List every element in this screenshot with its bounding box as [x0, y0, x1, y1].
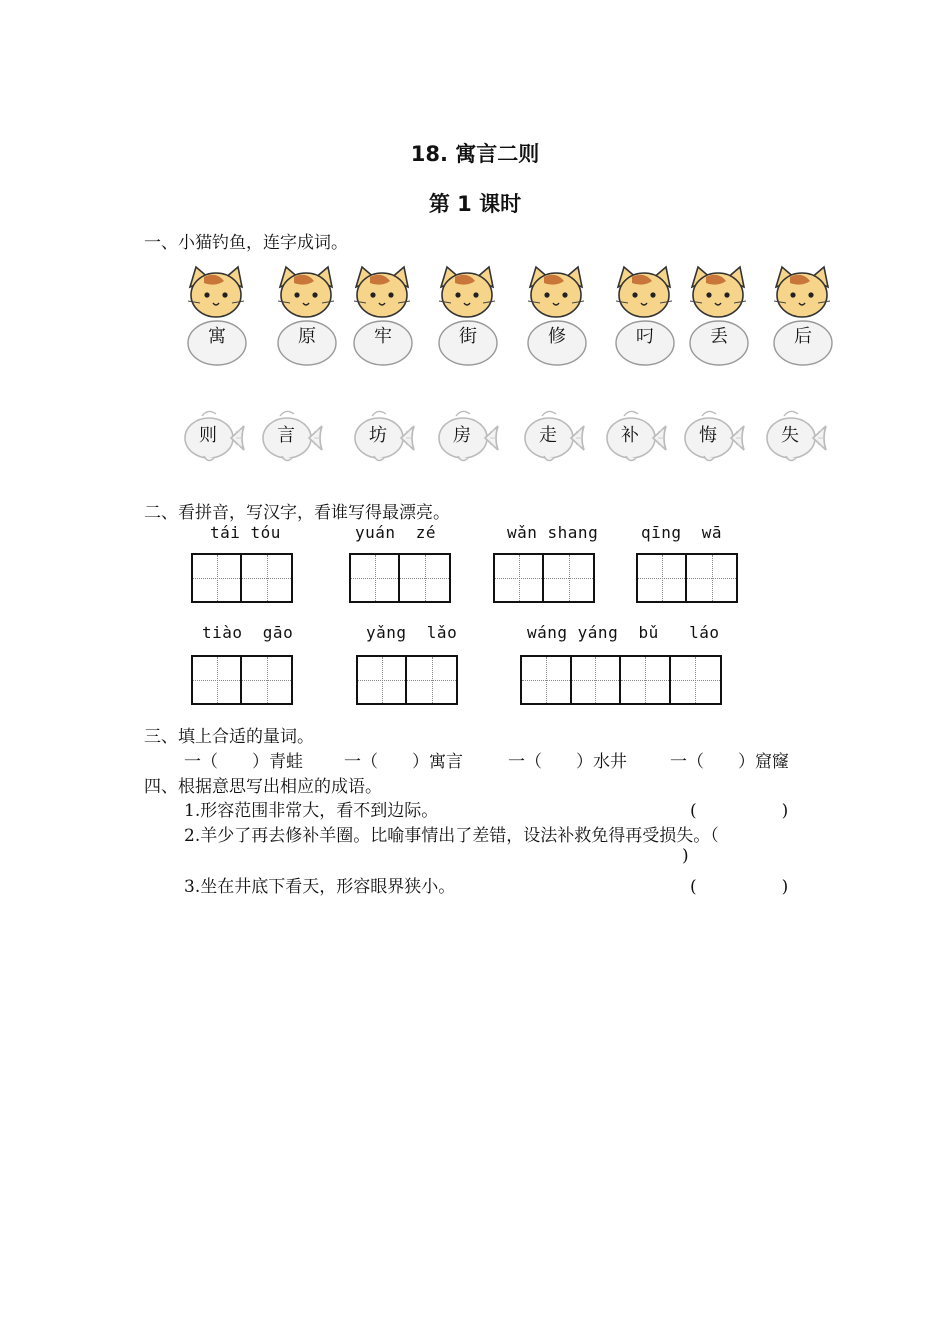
section2-heading: 二、看拼音，写汉字，看谁写得最漂亮。: [144, 503, 450, 523]
measure-word-item[interactable]: 一（ ）窟窿: [670, 752, 789, 772]
pinyin-label: wǎn shang: [507, 523, 599, 542]
writing-cell[interactable]: [671, 657, 720, 703]
cat-icon: [614, 265, 676, 370]
cat-char-label: 后: [794, 326, 812, 347]
cat-icon: [772, 265, 834, 370]
pinyin-label: wáng yáng bǔ láo: [527, 623, 720, 642]
writing-cell[interactable]: [242, 555, 291, 601]
fish-char-label: 房: [453, 425, 471, 446]
idiom-answer-blank[interactable]: ( ): [690, 877, 789, 897]
cat-icon: [352, 265, 414, 370]
cat-char-label: 叼: [636, 326, 654, 347]
cat-character[interactable]: [186, 265, 248, 370]
writing-grid[interactable]: [349, 553, 451, 603]
fish-row: [0, 406, 950, 526]
idiom-question: 1.形容范围非常大，看不到边际。: [184, 801, 439, 821]
lesson-subtitle: 第 1 课时: [428, 192, 522, 216]
cat-icon: [437, 265, 499, 370]
writing-cell[interactable]: [522, 657, 572, 703]
measure-word-item[interactable]: 一（ ）青蛙: [184, 752, 303, 772]
writing-grid[interactable]: [636, 553, 738, 603]
fish-character[interactable]: [604, 406, 668, 468]
fish-character[interactable]: [182, 406, 246, 468]
measure-word-item[interactable]: 一（ ）寓言: [344, 752, 463, 772]
page-title: 18. 寓言二则: [410, 142, 540, 166]
pinyin-label: yuán zé: [355, 523, 437, 542]
cat-character[interactable]: [352, 265, 414, 370]
cat-character[interactable]: [688, 265, 750, 370]
cat-icon: [276, 265, 338, 370]
writing-cell[interactable]: [242, 657, 291, 703]
writing-grid[interactable]: [356, 655, 458, 705]
idiom-answer-blank[interactable]: ): [682, 846, 689, 866]
fish-character[interactable]: [682, 406, 746, 468]
fish-char-label: 走: [539, 425, 557, 446]
writing-grid[interactable]: [493, 553, 595, 603]
fish-character[interactable]: [352, 406, 416, 468]
writing-cell[interactable]: [193, 555, 242, 601]
cat-icon: [526, 265, 588, 370]
cat-character[interactable]: [276, 265, 338, 370]
writing-grid[interactable]: [520, 655, 722, 705]
idiom-answer-blank[interactable]: ( ): [690, 801, 789, 821]
writing-cell[interactable]: [358, 657, 407, 703]
cat-character[interactable]: [614, 265, 676, 370]
fish-char-label: 失: [781, 425, 799, 446]
writing-cell[interactable]: [544, 555, 593, 601]
fish-char-label: 则: [199, 425, 217, 446]
cat-character[interactable]: [437, 265, 499, 370]
cat-character[interactable]: [772, 265, 834, 370]
measure-word-item[interactable]: 一（ ）水井: [508, 752, 627, 772]
cat-row: [0, 265, 950, 385]
writing-cell[interactable]: [638, 555, 687, 601]
fish-character[interactable]: [260, 406, 324, 468]
cat-char-label: 修: [548, 326, 566, 347]
fish-char-label: 悔: [699, 425, 717, 446]
fish-char-label: 坊: [369, 425, 387, 446]
section1-heading: 一、小猫钓鱼，连字成词。: [144, 233, 348, 253]
pinyin-label: qīng wā: [641, 523, 723, 542]
idiom-question: 3.坐在井底下看天，形容眼界狭小。: [184, 877, 456, 897]
section4-heading: 四、根据意思写出相应的成语。: [144, 777, 382, 797]
fish-character[interactable]: [764, 406, 828, 468]
cat-icon: [186, 265, 248, 370]
writing-cell[interactable]: [572, 657, 622, 703]
writing-cell[interactable]: [407, 657, 456, 703]
section3-heading: 三、填上合适的量词。: [144, 727, 314, 747]
cat-char-label: 原: [298, 326, 316, 347]
fish-char-label: 言: [277, 425, 295, 446]
idiom-question: 2.羊少了再去修补羊圈。比喻事情出了差错，设法补救免得再受损失。（: [184, 826, 719, 846]
cat-character[interactable]: [526, 265, 588, 370]
writing-cell[interactable]: [351, 555, 400, 601]
pinyin-label: tái tóu: [210, 523, 281, 542]
writing-cell[interactable]: [193, 657, 242, 703]
fish-char-label: 补: [621, 425, 639, 446]
cat-icon: [688, 265, 750, 370]
cat-char-label: 街: [459, 326, 477, 347]
writing-grid[interactable]: [191, 655, 293, 705]
fish-character[interactable]: [436, 406, 500, 468]
cat-char-label: 牢: [374, 326, 392, 347]
writing-grid[interactable]: [191, 553, 293, 603]
pinyin-label: yǎng lǎo: [366, 623, 458, 642]
writing-cell[interactable]: [687, 555, 736, 601]
writing-cell[interactable]: [495, 555, 544, 601]
pinyin-label: tiào gāo: [202, 623, 294, 642]
cat-char-label: 寓: [208, 326, 226, 347]
writing-cell[interactable]: [621, 657, 671, 703]
fish-character[interactable]: [522, 406, 586, 468]
cat-char-label: 丢: [710, 326, 728, 347]
writing-cell[interactable]: [400, 555, 449, 601]
